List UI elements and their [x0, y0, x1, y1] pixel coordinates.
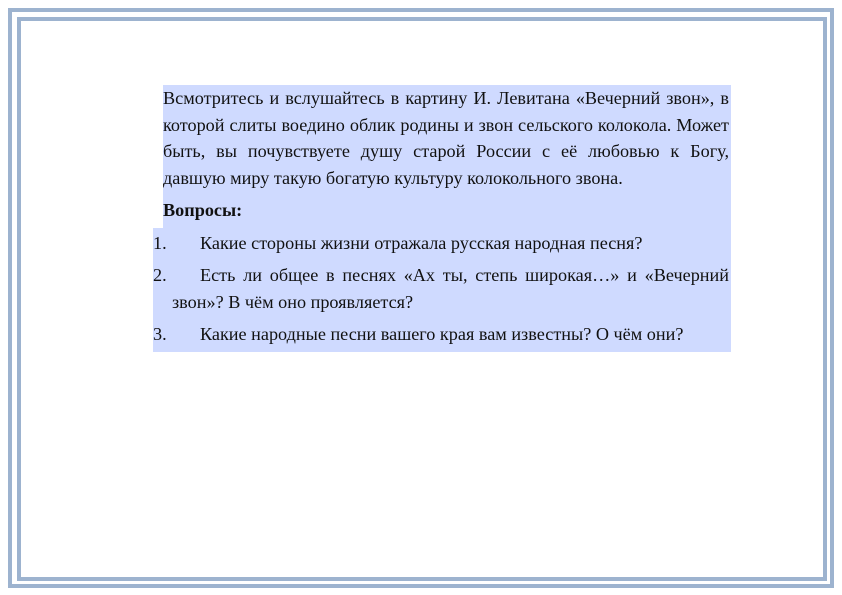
questions-heading: Вопросы: [163, 196, 731, 228]
text-block [153, 85, 731, 352]
question-number: 3. [153, 324, 167, 344]
question-text: Какие стороны жизни отражала русская народная песня? [200, 232, 643, 253]
question-text: Какие народные песни вашего края вам известны? О чём они? [200, 324, 684, 344]
question-text: Есть ли общее в песнях «Ах ты, степь широкая…» и «Вечерний звон»? В чём оно проявляется? [172, 265, 729, 312]
intro-paragraph: Всмотритесь и вслушайтесь в картину И. Левитана «Вечерний звон», в которой слиты воедино облик родины и звон сельского колокола. Может быть, вы почувствуете душу старой России с её любовью к Богу, давшую миру такую богатую культуру колокольного звона. [163, 85, 731, 196]
question-number: 2. [153, 265, 167, 285]
question-number: 1. [153, 232, 167, 253]
question-item [153, 260, 731, 319]
question-item [153, 319, 731, 352]
questions-list [153, 228, 731, 352]
question-item [153, 228, 731, 261]
